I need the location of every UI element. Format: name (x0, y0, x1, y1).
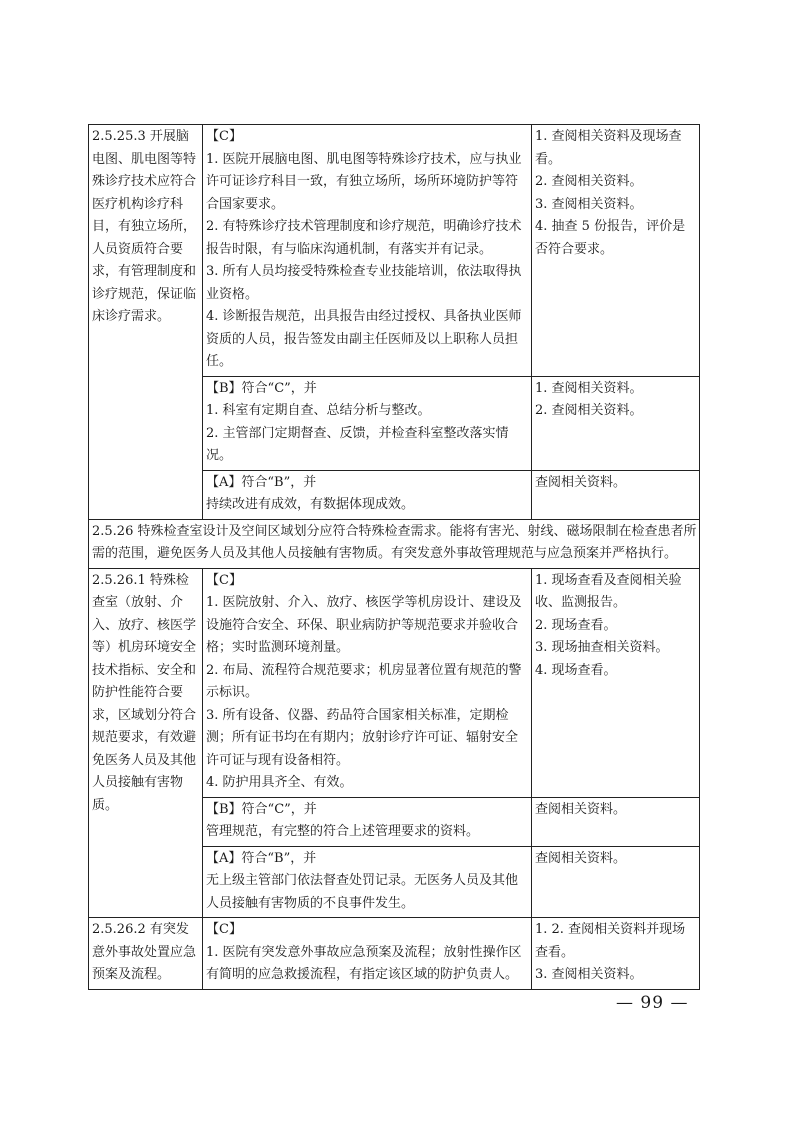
criterion: 1. 医院开展脑电图、肌电图等特殊诊疗技术，应与执业许可证诊疗科目一致，有独立场所，场所环境防护等符合国家要求。 (206, 151, 522, 212)
item-text: 2.5.25.3 开展脑电图、肌电图等特殊诊疗技术应符合医疗机构诊疗科目，有独立场所，人员资质符合要求，有管理制度和诊疗规范，保证临床诊疗需求。 (92, 129, 197, 324)
criteria-cell-b (203, 797, 532, 846)
criterion: 4. 诊断报告规范，出具报告由经过授权、具备执业医师资质的人员，报告签发由副主任医师及以上职称人员担任。 (206, 309, 522, 369)
section-heading: 2.5.26 特殊检查室设计及空间区域划分应符合特殊检查需求。能将有害光、射线、磁场限制在检查患者所需的范围，避免医务人员及其他人员接触有害物质。有突发意外事故管理规范与应急预案并严格执行。 (89, 519, 700, 568)
page-number: — 99 — (616, 993, 689, 1013)
method: 查阅相关资料。 (535, 850, 627, 866)
criterion: 管理规范，有完整的符合上述管理要求的资料。 (206, 824, 480, 839)
item-cell (89, 568, 203, 918)
method: 3. 查阅相关资料。 (535, 196, 643, 212)
method: 2. 查阅相关资料。 (535, 403, 643, 418)
criterion: 1. 医院有突发意外事故应急预案及流程；放射性操作区有简明的应急救援流程，有指定该区域的防护负责人。 (206, 944, 522, 982)
item-text: 2.5.26.1 特殊检查室（放射、介入、放疗、核医学等）机房环境安全技术指标、安全和防护性能符合要求，区域划分符合规范要求，有效避免医务人员及其他人员接触有害物质。 (92, 572, 197, 813)
table-row (89, 568, 700, 797)
method: 3. 现场抽查相关资料。 (535, 640, 669, 655)
method-cell-b (532, 376, 700, 470)
criterion: 2. 有特殊诊疗技术管理制度和诊疗规范，明确诊疗技术报告时限，有与临床沟通机制，有落实并有记录。 (206, 219, 522, 257)
criteria-cell-b (203, 376, 532, 470)
method: 4. 现场查看。 (535, 662, 617, 678)
section-row (89, 519, 700, 568)
grade-b: 【B】符合“C”，并 (206, 801, 317, 817)
criteria-cell-a (203, 470, 532, 519)
item-text: 2.5.26.2 有突发意外事故处置应急预案及流程。 (92, 922, 197, 982)
grade-c: 【C】 (206, 922, 242, 937)
item-cell (89, 125, 203, 520)
criterion: 1. 医院放射、介入、放疗、核医学等机房设计、建设及设施符合安全、环保、职业病防护等规范要求并验收合格；实时监测环境剂量。 (206, 595, 522, 655)
criterion: 无上级主管部门依法督查处罚记录。无医务人员及其他人员接触有害物质的不良事件发生。 (206, 873, 519, 911)
table-row (89, 125, 700, 377)
grade-c: 【C】 (206, 572, 242, 588)
method-cell-c (532, 918, 700, 990)
method: 2. 现场查看。 (535, 617, 617, 633)
grade-a: 【A】符合“B”，并 (206, 474, 317, 490)
method: 1. 查阅相关资料。 (535, 380, 643, 396)
method-cell-b (532, 797, 700, 846)
method-cell-c (532, 125, 700, 377)
method: 3. 查阅相关资料。 (535, 967, 643, 982)
criterion: 4. 防护用具齐全、有效。 (206, 775, 353, 790)
criteria-cell-a (203, 846, 532, 918)
method: 查阅相关资料。 (535, 801, 627, 817)
method: 1. 现场查看及查阅相关验收、监测报告。 (535, 572, 682, 610)
grade-a: 【A】符合“B”，并 (206, 850, 317, 866)
method: 1. 2. 查阅相关资料并现场查看。 (535, 922, 686, 960)
criterion: 1. 科室有定期自查、总结分析与整改。 (206, 403, 431, 418)
table-row (89, 918, 700, 990)
grade-c: 【C】 (206, 129, 242, 144)
criterion: 2. 布局、流程符合规范要求；机房显著位置有规范的警示标识。 (206, 662, 522, 700)
item-cell (89, 918, 203, 990)
method-cell-a (532, 846, 700, 918)
grade-b: 【B】符合“C”，并 (206, 380, 317, 396)
criterion: 持续改进有成效，有数据体现成效。 (206, 497, 415, 512)
method: 2. 查阅相关资料。 (535, 174, 643, 189)
method-cell-c (532, 568, 700, 797)
criterion: 2. 主管部门定期督查、反馈，并检查科室整改落实情况。 (206, 425, 509, 463)
method: 1. 查阅相关资料及现场查看。 (535, 129, 682, 167)
method: 查阅相关资料。 (535, 474, 627, 490)
criterion: 3. 所有人员均接受特殊检查专业技能培训，依法取得执业资格。 (206, 264, 522, 302)
method-cell-a (532, 470, 700, 519)
method: 4. 抽查 5 份报告，评价是否符合要求。 (535, 219, 686, 257)
criterion: 3. 所有设备、仪器、药品符合国家相关标准，定期检测；所有证书均在有期内；放射诊疗许可证、辐射安全许可证与现有设备相符。 (206, 707, 519, 768)
criteria-cell-c (203, 918, 532, 990)
standards-table (88, 124, 700, 990)
criteria-cell-c (203, 125, 532, 377)
criteria-cell-c (203, 568, 532, 797)
